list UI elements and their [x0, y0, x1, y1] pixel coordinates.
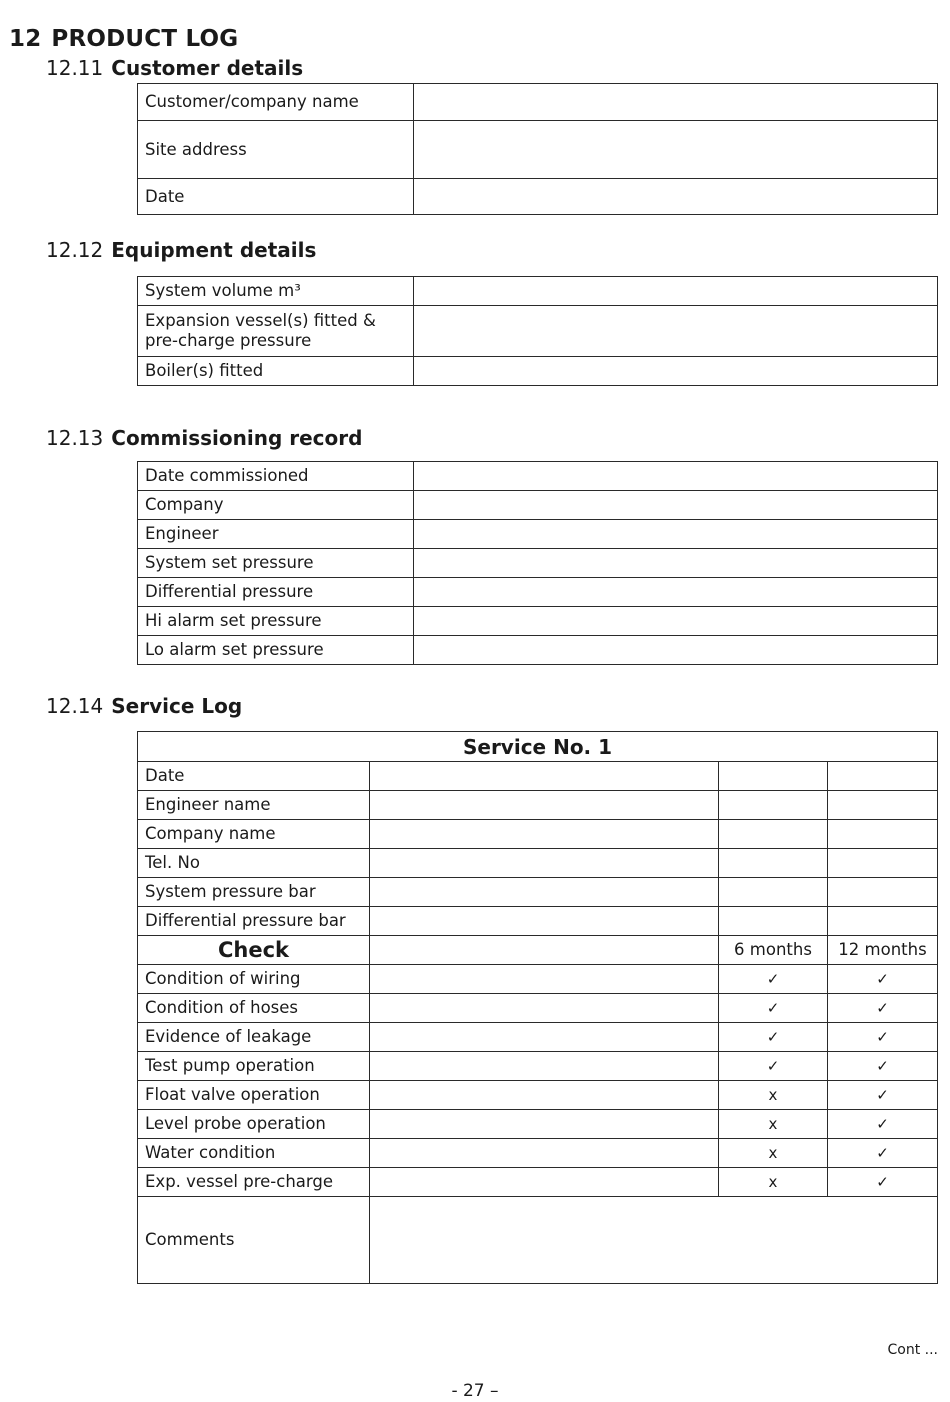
entry-field[interactable] [370, 1052, 719, 1081]
entry-field[interactable] [828, 878, 938, 907]
table-row [138, 849, 938, 878]
section-equipment-heading [46, 238, 316, 262]
table-row [138, 357, 938, 386]
section-number: 12.14 [46, 694, 104, 718]
entry-field[interactable] [414, 636, 938, 665]
entry-field[interactable] [828, 849, 938, 878]
row-label: Engineer name [138, 791, 370, 820]
entry-field[interactable] [414, 121, 938, 179]
row-label: Date commissioned [138, 462, 414, 491]
entry-field[interactable] [370, 994, 719, 1023]
section-title: Commissioning record [111, 426, 363, 450]
table-row [138, 636, 938, 665]
blank-header-cell [370, 936, 719, 965]
check-label: Exp. vessel pre-charge [138, 1168, 370, 1197]
entry-field[interactable] [828, 791, 938, 820]
check-label: Level probe operation [138, 1110, 370, 1139]
comments-field[interactable] [370, 1197, 938, 1284]
row-label: Hi alarm set pressure [138, 607, 414, 636]
customer-details-table [137, 83, 938, 215]
table-row [138, 936, 938, 965]
six-month-mark: ✓ [719, 994, 828, 1023]
table-row [138, 1110, 938, 1139]
entry-field[interactable] [370, 1023, 719, 1052]
table-row [138, 121, 938, 179]
row-label: Boiler(s) fitted [138, 357, 414, 386]
table-row [138, 907, 938, 936]
entry-field[interactable] [370, 791, 719, 820]
check-column-header: Check [138, 936, 370, 965]
table-row [138, 277, 938, 306]
table-row [138, 578, 938, 607]
table-row [138, 179, 938, 215]
entry-field[interactable] [414, 84, 938, 121]
row-label: Company name [138, 820, 370, 849]
entry-field[interactable] [414, 491, 938, 520]
row-label: Expansion vessel(s) fitted & pre-charge pressure [138, 306, 414, 357]
comments-label: Comments [138, 1197, 370, 1284]
section-customer-heading [46, 56, 303, 80]
twelve-months-header: 12 months [828, 936, 938, 965]
commissioning-record-table [137, 461, 938, 665]
twelve-month-mark: ✓ [828, 994, 938, 1023]
row-label: Site address [138, 121, 414, 179]
check-label: Condition of wiring [138, 965, 370, 994]
table-row [138, 994, 938, 1023]
table-row [138, 1023, 938, 1052]
entry-field[interactable] [414, 357, 938, 386]
six-month-mark: x [719, 1139, 828, 1168]
six-month-mark: x [719, 1168, 828, 1197]
entry-field[interactable] [414, 549, 938, 578]
service-log-table [137, 731, 938, 1284]
equipment-details-table [137, 276, 938, 386]
entry-field[interactable] [370, 1110, 719, 1139]
entry-field[interactable] [719, 878, 828, 907]
row-label: System pressure bar [138, 878, 370, 907]
twelve-month-mark: ✓ [828, 965, 938, 994]
section-service-heading [46, 694, 242, 718]
entry-field[interactable] [414, 462, 938, 491]
row-label: System set pressure [138, 549, 414, 578]
six-month-mark: ✓ [719, 1023, 828, 1052]
row-label: Date [138, 762, 370, 791]
entry-field[interactable] [719, 849, 828, 878]
table-row [138, 820, 938, 849]
section-title: Customer details [111, 56, 304, 80]
check-label: Water condition [138, 1139, 370, 1168]
entry-field[interactable] [370, 849, 719, 878]
row-label: Engineer [138, 520, 414, 549]
continued-note: Cont ... [887, 1342, 938, 1358]
row-label: Differential pressure bar [138, 907, 370, 936]
table-row [138, 84, 938, 121]
table-row [138, 607, 938, 636]
check-label: Float valve operation [138, 1081, 370, 1110]
six-month-mark: x [719, 1110, 828, 1139]
table-row [138, 462, 938, 491]
entry-field[interactable] [370, 878, 719, 907]
six-month-mark: ✓ [719, 1052, 828, 1081]
check-label: Test pump operation [138, 1052, 370, 1081]
entry-field[interactable] [414, 607, 938, 636]
six-month-mark: x [719, 1081, 828, 1110]
service-table-title: Service No. 1 [138, 732, 938, 762]
twelve-month-mark: ✓ [828, 1139, 938, 1168]
twelve-month-mark: ✓ [828, 1052, 938, 1081]
check-label: Evidence of leakage [138, 1023, 370, 1052]
entry-field[interactable] [370, 1139, 719, 1168]
twelve-month-mark: ✓ [828, 1081, 938, 1110]
entry-field[interactable] [828, 820, 938, 849]
table-row [138, 306, 938, 357]
entry-field[interactable] [370, 820, 719, 849]
row-label: Lo alarm set pressure [138, 636, 414, 665]
table-row [138, 791, 938, 820]
section-number: 12.11 [46, 56, 104, 80]
entry-field[interactable] [414, 520, 938, 549]
table-row [138, 549, 938, 578]
table-row [138, 1139, 938, 1168]
row-label: System volume m³ [138, 277, 414, 306]
section-number: 12.13 [46, 426, 104, 450]
row-label: Customer/company name [138, 84, 414, 121]
entry-field[interactable] [719, 762, 828, 791]
page-number: - 27 – [451, 1381, 499, 1401]
entry-field[interactable] [828, 762, 938, 791]
entry-field[interactable] [719, 820, 828, 849]
table-row [138, 1197, 938, 1284]
table-row [138, 965, 938, 994]
table-row [138, 878, 938, 907]
entry-field[interactable] [414, 277, 938, 306]
entry-field[interactable] [719, 791, 828, 820]
row-label: Company [138, 491, 414, 520]
entry-field[interactable] [370, 1168, 719, 1197]
table-row [138, 1168, 938, 1197]
entry-field[interactable] [370, 1081, 719, 1110]
heading-number: 12 [9, 26, 42, 52]
row-label: Date [138, 179, 414, 215]
row-label: Differential pressure [138, 578, 414, 607]
table-row [138, 1081, 938, 1110]
table-row [138, 1052, 938, 1081]
section-number: 12.12 [46, 238, 104, 262]
entry-field[interactable] [719, 907, 828, 936]
table-row [138, 732, 938, 762]
table-row [138, 520, 938, 549]
twelve-month-mark: ✓ [828, 1110, 938, 1139]
check-label: Condition of hoses [138, 994, 370, 1023]
entry-field[interactable] [370, 965, 719, 994]
entry-field[interactable] [414, 306, 938, 357]
section-title: Equipment details [111, 238, 317, 262]
heading-title: PRODUCT LOG [51, 26, 239, 52]
twelve-month-mark: ✓ [828, 1168, 938, 1197]
entry-field[interactable] [370, 762, 719, 791]
entry-field[interactable] [414, 578, 938, 607]
page-heading [9, 26, 238, 52]
table-row [138, 491, 938, 520]
entry-field[interactable] [414, 179, 938, 215]
entry-field[interactable] [828, 907, 938, 936]
entry-field[interactable] [370, 907, 719, 936]
section-commissioning-heading [46, 426, 362, 450]
section-title: Service Log [111, 694, 243, 718]
twelve-month-mark: ✓ [828, 1023, 938, 1052]
row-label: Tel. No [138, 849, 370, 878]
table-row [138, 762, 938, 791]
six-month-mark: ✓ [719, 965, 828, 994]
six-months-header: 6 months [719, 936, 828, 965]
